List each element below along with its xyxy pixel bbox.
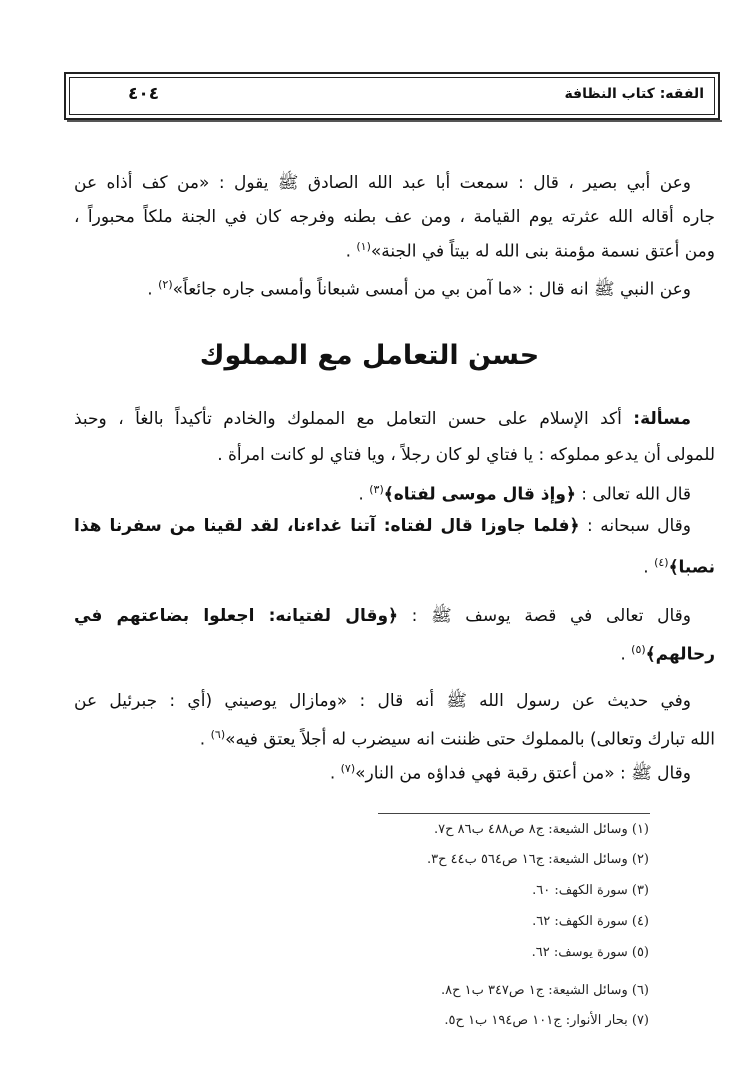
footnote-divider xyxy=(378,813,650,814)
p5-line2 xyxy=(643,550,715,581)
footnote-ref: (٦) xyxy=(210,728,226,741)
header-shadow xyxy=(67,120,722,122)
footnote: (٧) بحار الأنوار: ج١٠١ ص١٩٤ ب١ ح٥. xyxy=(444,1013,649,1028)
quran-verse: ﴿فلما جاوزا قال لفتاه: آتنا غداءنا، لقد لقينا من سفرنا هذا xyxy=(74,516,580,536)
p3-line2: للمولى أن يدعو مملوكه : يا فتاي لو كان رجلاً ، ويا فتاي لو كانت امرأة . xyxy=(217,445,715,465)
p7-line1: وفي حديث عن رسول الله ﷺ أنه قال : «ومازال يوصيني (أي : جبرئيل عن xyxy=(74,691,691,711)
text: الله تبارك وتعالى) بالمملوك حتى ظننت انه سيضرب له أجلاً يعتق فيه» xyxy=(225,729,715,750)
p3-line1 xyxy=(74,406,691,432)
text: . xyxy=(358,484,370,505)
p6-line2 xyxy=(620,637,715,668)
text: قال الله تعالى : xyxy=(575,484,691,505)
footnote-ref: (٧) xyxy=(340,762,356,775)
page-number: ٤٠٤ xyxy=(128,84,160,104)
footnote: (٦) وسائل الشيعة: ج١ ص٣٤٧ ب١ ح٨. xyxy=(440,983,649,998)
text: ومن أعتق نسمة مؤمنة بنى الله له بيتاً في الجنة» xyxy=(370,241,715,262)
footnote-ref: (٤) xyxy=(654,556,669,569)
quran-verse: رحالهم﴾ xyxy=(645,644,715,665)
text: أكد الإسلام على حسن التعامل مع المملوك والخادم تأكيداً بالغاً ، وحبذ xyxy=(74,409,634,429)
footnote: (٥) سورة يوسف: ٦٢. xyxy=(531,945,649,960)
text: . xyxy=(643,557,655,578)
p5-line1 xyxy=(74,513,691,539)
footnote-ref: (٥) xyxy=(631,643,646,656)
p6-line1 xyxy=(74,603,691,629)
text: . xyxy=(620,644,632,665)
p1-line3 xyxy=(346,234,715,265)
text: . xyxy=(199,729,211,750)
p1-line1: وعن أبي بصير ، قال : سمعت أبا عبد الله الصادق ﷺ يقول : «من كف أذاه عن xyxy=(74,173,691,193)
quran-verse: نصبا﴾ xyxy=(668,557,715,578)
book-title: الفقه: كتاب النظافة xyxy=(564,86,704,102)
section-heading: حسن التعامل مع المملوك xyxy=(199,340,540,371)
footnote-ref: (١) xyxy=(356,240,371,253)
p2-line1 xyxy=(147,272,691,303)
quran-verse: ﴿وإذ قال موسى لفتاه﴾ xyxy=(383,484,576,505)
footnote: (٤) سورة الكهف: ٦٢. xyxy=(532,914,649,929)
running-header xyxy=(64,72,720,120)
quran-verse: ﴿وقال لفتيانه: اجعلوا بضاعتهم في xyxy=(74,606,398,626)
text: . xyxy=(345,241,357,262)
p1-line2: جاره أقاله الله عثرته يوم القيامة ، ومن عف بطنه وفرجه كان في الجنة ملكاً محبوراً ، xyxy=(74,207,715,227)
footnote: (٣) سورة الكهف: ٦٠. xyxy=(532,883,649,898)
p7-line2 xyxy=(200,722,715,753)
text: . xyxy=(329,763,341,784)
footnote: (٢) وسائل الشيعة: ج١٦ ص٥٦٤ ب٤٤ ح٣. xyxy=(426,852,649,867)
p4-line1 xyxy=(358,477,691,508)
footnote-ref: (٢) xyxy=(158,278,173,291)
label: مسألة: xyxy=(633,409,691,429)
footnote: (١) وسائل الشيعة: ج٨ ص٤٨٨ ب٨٦ ح٧. xyxy=(433,822,649,837)
text: وقال سبحانه : xyxy=(579,516,691,536)
text: . xyxy=(147,279,159,300)
footnote-ref: (٣) xyxy=(369,483,384,496)
p8-line1 xyxy=(330,756,691,787)
text: وقال ﷺ : «من أعتق رقبة فهي فداؤه من النار» xyxy=(355,763,691,784)
text: وقال تعالى في قصة يوسف ﷺ : xyxy=(398,606,691,626)
text: وعن النبي ﷺ انه قال : «ما آمن بي من أمسى شبعاناً وأمسى جاره جائعاً» xyxy=(172,279,691,300)
